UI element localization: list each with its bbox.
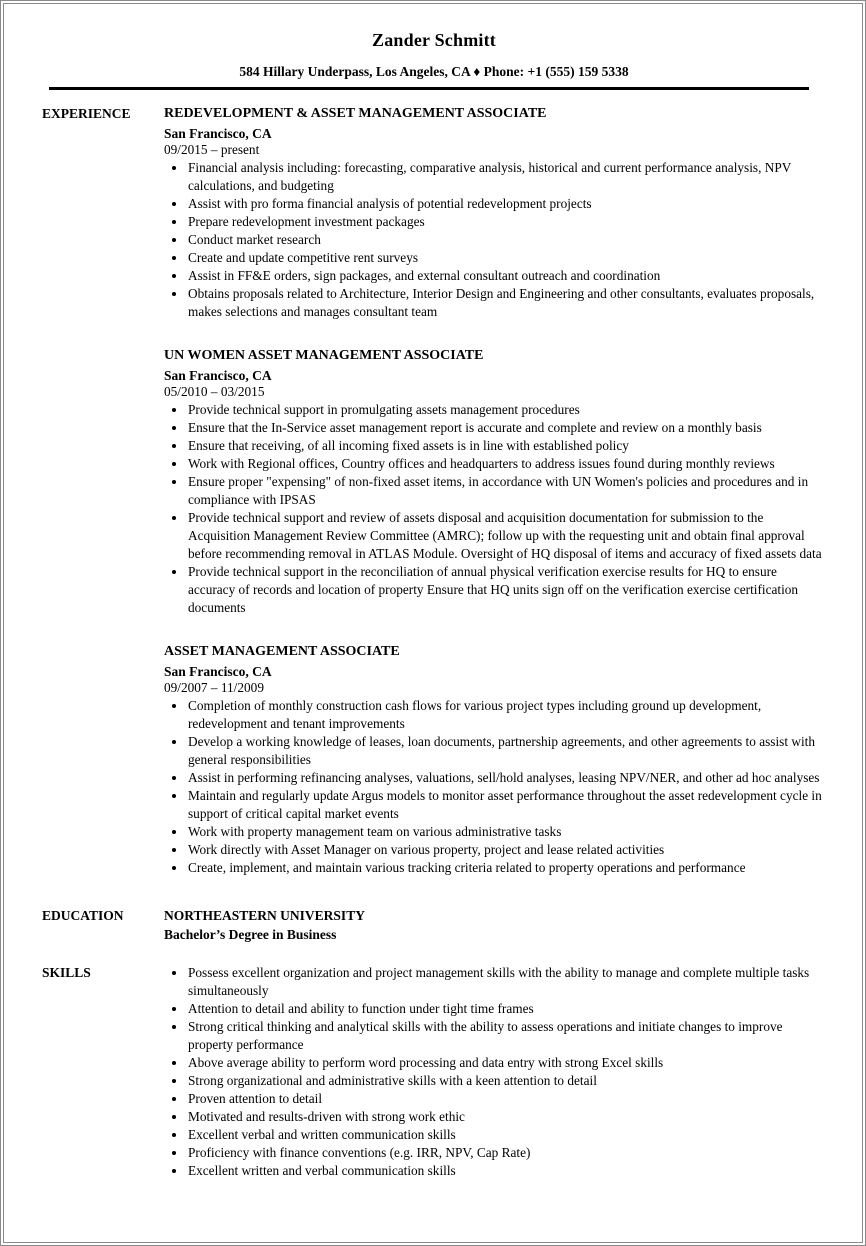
job-entry-1 (164, 105, 826, 321)
resume-header (42, 30, 826, 90)
job-location: San Francisco, CA (164, 126, 272, 141)
job-location: San Francisco, CA (164, 368, 272, 383)
skills-bullet-list (164, 964, 826, 1180)
bullet-item: • Ensure proper "expensing" of non-fixed asset items, in accordance with UN Women's policies and procedures and in compliance with IPSAS (187, 473, 826, 509)
bullet-item: • Work with property management team on various administrative tasks (187, 823, 826, 841)
bullet-item: • Provide technical support in the reconciliation of annual physical verification exercise results for HQ to ensure accuracy of records and location of property Ensure that HQ units sign off on the verification exercise certification documents (187, 563, 826, 617)
bullet-item: • Completion of monthly construction cash flows for various project types including ground up development, redevelopment and tenant improvements (187, 697, 826, 733)
candidate-name: Zander Schmitt (372, 30, 496, 50)
bullet-item: • Obtains proposals related to Architecture, Interior Design and Engineering and other consultants, evaluates proposals, makes selections and manages consultant team (187, 285, 826, 321)
section-label-experience: EXPERIENCE (42, 106, 131, 121)
job-bullet-list (164, 159, 826, 321)
bullet-item: • Ensure that the In-Service asset management report is accurate and complete and review on a monthly basis (187, 419, 826, 437)
bullet-item: • Excellent verbal and written communication skills (187, 1126, 826, 1144)
bullet-item: • Motivated and results-driven with strong work ethic (187, 1108, 826, 1126)
education-content (164, 907, 826, 944)
bullet-item: • Possess excellent organization and project management skills with the ability to manage and complete multiple tasks simultaneously (187, 964, 826, 1000)
section-education (42, 907, 826, 944)
job-title: UN WOMEN ASSET MANAGEMENT ASSOCIATE (164, 348, 484, 363)
bullet-item: • Provide technical support and review of assets disposal and acquisition documentation for submission to the Acquisition Management Review Committee (AMRC); follow up with the requesting unit and obtain final approval before recommending removal in ATLAS Module. Oversight of HQ disposal of items and accuracy of fixed assets data (187, 509, 826, 563)
job-bullet-list (164, 697, 826, 877)
job-entry-3 (164, 643, 826, 877)
section-label-skills: SKILLS (42, 965, 91, 980)
bullet-item: • Create, implement, and maintain various tracking criteria related to property operations and performance (187, 859, 826, 877)
bullet-item: • Maintain and regularly update Argus models to monitor asset performance throughout the asset redevelopment cycle in support of critical capital market events (187, 787, 826, 823)
section-skills (42, 964, 826, 1180)
header-divider (49, 87, 809, 90)
bullet-item: • Work directly with Asset Manager on various property, project and lease related activities (187, 841, 826, 859)
experience-content (164, 105, 826, 877)
section-experience (42, 105, 826, 877)
bullet-item: • Strong critical thinking and analytical skills with the ability to assess operations and initiate changes to improve property performance (187, 1018, 826, 1054)
bullet-item: • Work with Regional offices, Country offices and headquarters to address issues found during monthly reviews (187, 455, 826, 473)
school-name: NORTHEASTERN UNIVERSITY (164, 908, 365, 923)
bullet-item: • Assist in FF&E orders, sign packages, and external consultant outreach and coordination (187, 267, 826, 285)
job-dates: 09/2015 – present (164, 142, 260, 157)
bullet-item: • Develop a working knowledge of leases, loan documents, partnership agreements, and other agreements to assist with general responsibilities (187, 733, 826, 769)
resume-page-inner (3, 3, 863, 1243)
contact-line: 584 Hillary Underpass, Los Angeles, CA ♦ Phone: +1 (555) 159 5338 (239, 64, 629, 79)
degree-name: Bachelor’s Degree in Business (164, 927, 337, 942)
job-dates: 09/2007 – 11/2009 (164, 680, 264, 695)
bullet-item: • Prepare redevelopment investment packages (187, 213, 826, 231)
section-label-education: EDUCATION (42, 908, 124, 923)
job-bullet-list (164, 401, 826, 617)
bullet-item: • Provide technical support in promulgating assets management procedures (187, 401, 826, 419)
bullet-item: • Financial analysis including: forecasting, comparative analysis, historical and current performance analysis, NPV calculations, and budgeting (187, 159, 826, 195)
bullet-item: • Ensure that receiving, of all incoming fixed assets is in line with established policy (187, 437, 826, 455)
job-dates: 05/2010 – 03/2015 (164, 384, 265, 399)
bullet-item: • Excellent written and verbal communication skills (187, 1162, 826, 1180)
bullet-item: • Assist in performing refinancing analyses, valuations, sell/hold analyses, leasing NPV/NER, and other ad hoc analyses (187, 769, 826, 787)
bullet-item: • Conduct market research (187, 231, 826, 249)
bullet-item: • Create and update competitive rent surveys (187, 249, 826, 267)
job-title: ASSET MANAGEMENT ASSOCIATE (164, 644, 400, 659)
bullet-item: • Proficiency with finance conventions (e.g. IRR, NPV, Cap Rate) (187, 1144, 826, 1162)
bullet-item: • Attention to detail and ability to function under tight time frames (187, 1000, 826, 1018)
bullet-item: • Strong organizational and administrative skills with a keen attention to detail (187, 1072, 826, 1090)
skills-content (164, 964, 826, 1180)
bullet-item: • Assist with pro forma financial analysis of potential redevelopment projects (187, 195, 826, 213)
job-title: REDEVELOPMENT & ASSET MANAGEMENT ASSOCIATE (164, 106, 547, 121)
job-entry-2 (164, 347, 826, 617)
job-location: San Francisco, CA (164, 664, 272, 679)
bullet-item: • Proven attention to detail (187, 1090, 826, 1108)
bullet-item: • Above average ability to perform word processing and data entry with strong Excel skills (187, 1054, 826, 1072)
